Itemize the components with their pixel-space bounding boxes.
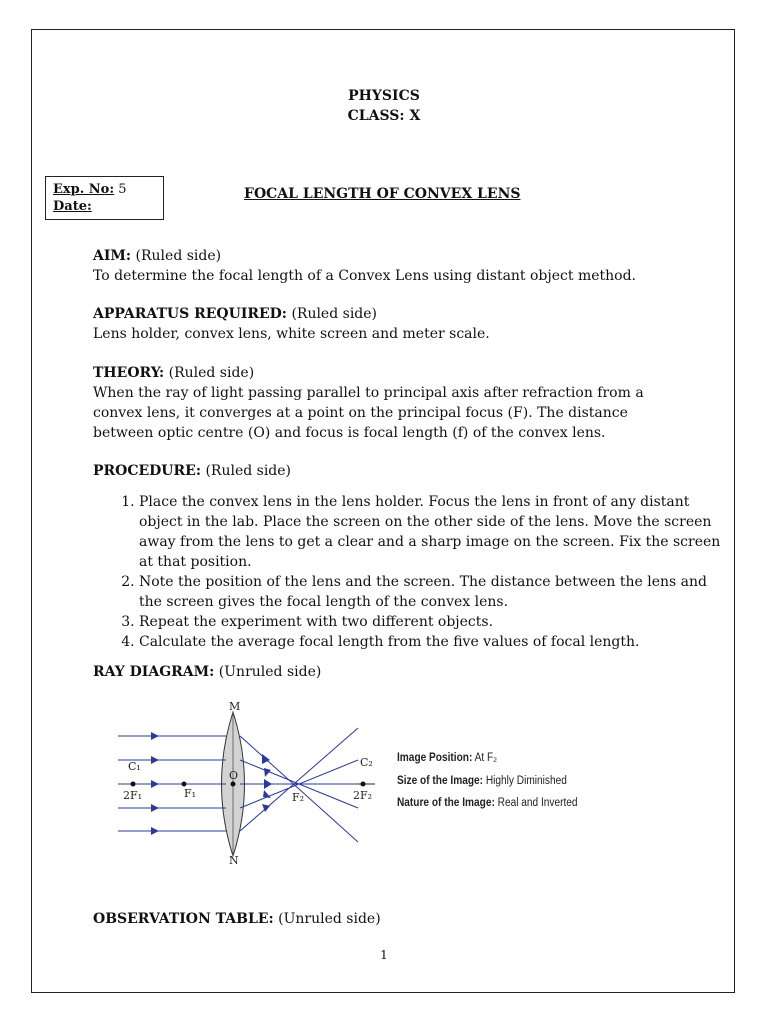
procedure-heading: PROCEDURE: — [93, 463, 201, 479]
procedure-section — [93, 461, 683, 481]
image-position-label: Image Position: — [397, 752, 473, 764]
arrowhead — [151, 827, 159, 835]
theory-heading: THEORY: — [93, 365, 165, 381]
point-o — [231, 782, 236, 787]
procedure-step: 3. Repeat the experiment with two different objects. — [139, 612, 729, 632]
theory-line: between optic centre (O) and focus is focal length (f) of the convex lens. — [93, 425, 606, 441]
aim-heading: AIM: — [93, 248, 132, 264]
procedure-steps — [93, 492, 729, 652]
date-row — [53, 198, 163, 215]
point-f1 — [182, 782, 187, 787]
subject-heading: PHYSICS — [348, 88, 420, 104]
aim-section — [93, 246, 683, 286]
procedure-step: 1. Place the convex lens in the lens holder. Focus the lens in front of any distant object in the lab. Place the screen on the other side of the lens. Move the screen away from the lens to get a clear and a sharp image on the screen. Fix the screen at that position. — [139, 492, 729, 572]
theory-line: When the ray of light passing parallel to principal axis after refraction from a — [93, 385, 644, 401]
arrowhead — [151, 804, 159, 812]
image-nature-label: Nature of the Image: — [397, 797, 495, 809]
apparatus-note: (Ruled side) — [291, 306, 378, 322]
date-label: Date: — [53, 199, 92, 214]
label-o: O — [229, 769, 239, 782]
label-c1: C₁ — [128, 760, 141, 773]
class-heading: CLASS: X — [347, 108, 421, 124]
label-2f2: 2F₂ — [353, 789, 373, 802]
point-2f2 — [361, 782, 366, 787]
ray-diagram — [113, 696, 393, 868]
exp-no-value: 5 — [118, 182, 127, 197]
experiment-title: FOCAL LENGTH OF CONVEX LENS — [244, 186, 521, 202]
arrowhead — [264, 779, 272, 789]
ray-diagram-heading: RAY DIAGRAM: — [93, 664, 215, 680]
page-number: 1 — [380, 948, 388, 962]
image-nature-line — [397, 797, 578, 809]
point-2f1 — [131, 782, 136, 787]
experiment-box — [45, 176, 164, 220]
apparatus-heading: APPARATUS REQUIRED: — [93, 306, 287, 322]
image-position-value: At F₂ — [474, 752, 498, 764]
procedure-note: (Ruled side) — [205, 463, 292, 479]
image-size-line — [397, 775, 567, 787]
ray-diagram-section — [93, 662, 683, 682]
image-nature-value: Real and Inverted — [497, 797, 578, 809]
image-size-label: Size of the Image: — [397, 775, 484, 787]
refracted-ray — [240, 728, 358, 831]
image-position-line — [397, 752, 497, 764]
exp-no-row — [53, 181, 163, 198]
arrowhead — [263, 790, 271, 798]
arrowhead — [151, 756, 159, 764]
label-m: M — [229, 700, 241, 713]
theory-section — [93, 363, 683, 443]
theory-line: convex lens, it converges at a point on the principal focus (F). The distance — [93, 405, 628, 421]
observation-heading: OBSERVATION TABLE: — [93, 911, 274, 927]
apparatus-text: Lens holder, convex lens, white screen and meter scale. — [93, 326, 490, 342]
exp-no-label: Exp. No: — [53, 182, 115, 197]
refracted-ray — [240, 736, 358, 842]
image-size-value: Highly Diminished — [485, 775, 567, 787]
label-f1: F₁ — [184, 787, 197, 800]
ray-diagram-note: (Unruled side) — [218, 664, 322, 680]
observation-section — [93, 909, 683, 929]
label-c2: C₂ — [360, 756, 373, 769]
aim-text: To determine the focal length of a Convex Lens using distant object method. — [93, 268, 636, 284]
procedure-step: 4. Calculate the average focal length from the five values of focal length. — [139, 632, 729, 652]
arrowhead — [151, 780, 159, 788]
aim-note: (Ruled side) — [135, 248, 222, 264]
label-n: N — [229, 854, 239, 867]
label-2f1: 2F₁ — [123, 789, 143, 802]
theory-note: (Ruled side) — [168, 365, 255, 381]
arrowhead — [151, 732, 159, 740]
procedure-step: 2. Note the position of the lens and the screen. The distance between the lens and the screen gives the focal length of the convex lens. — [139, 572, 729, 612]
apparatus-section — [93, 304, 683, 344]
observation-note: (Unruled side) — [278, 911, 381, 927]
label-f2: F₂ — [292, 791, 305, 804]
